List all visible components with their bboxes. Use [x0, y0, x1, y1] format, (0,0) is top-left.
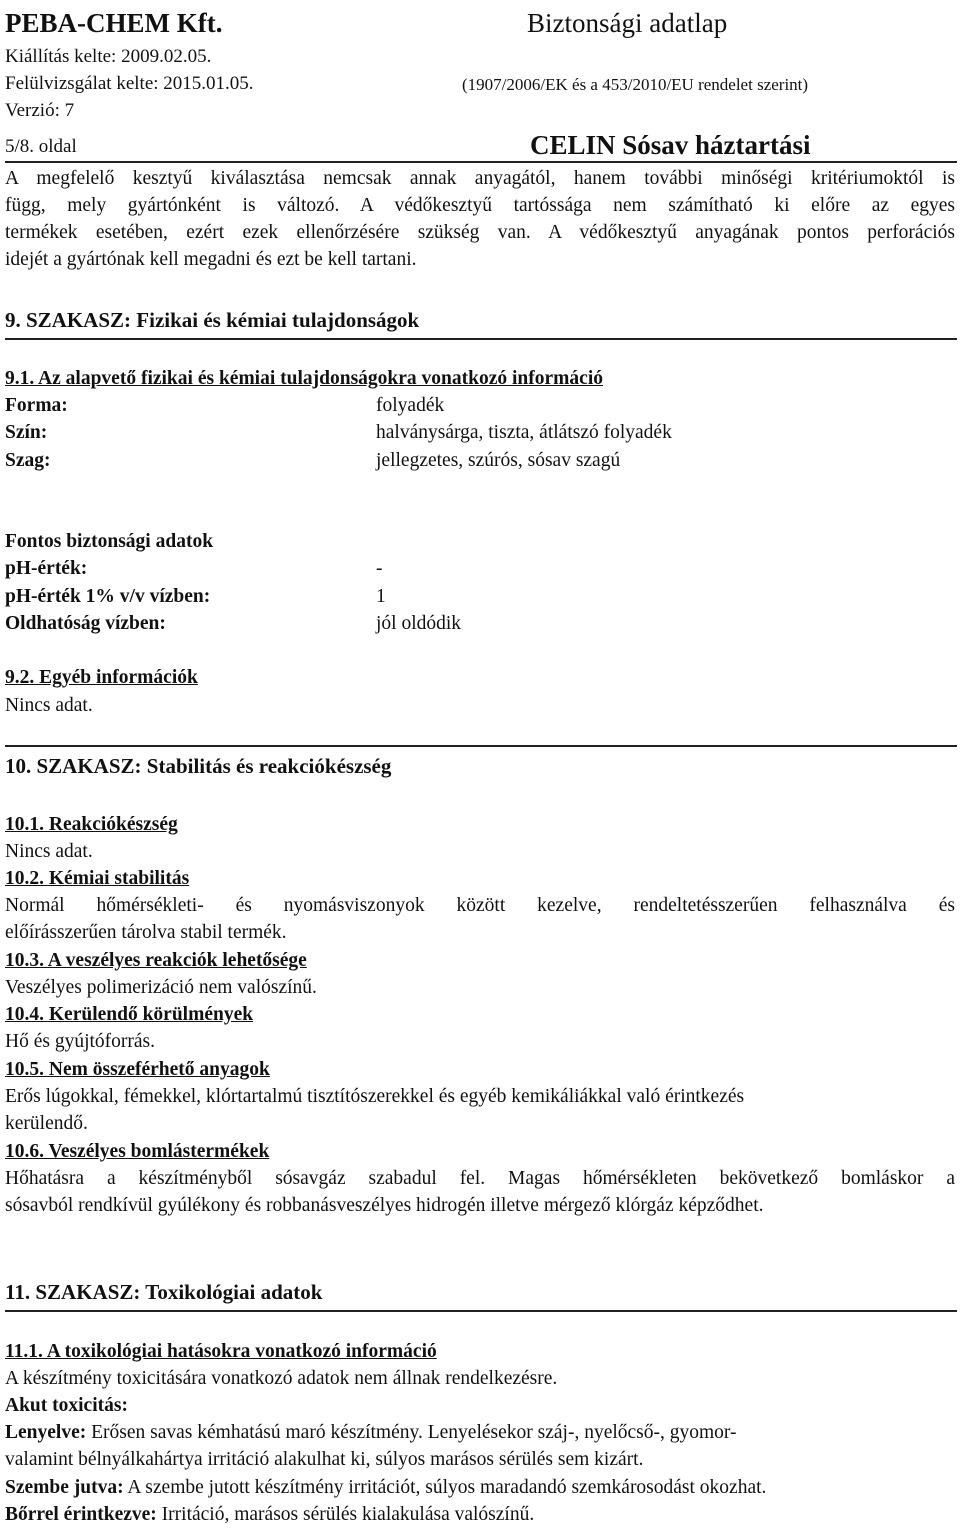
- acute-toxicity-heading: Akut toxicitás:: [5, 1395, 128, 1416]
- section-11-1-text: A készítmény toxicitására vonatkozó adatok nem állnak rendelkezésre.: [5, 1368, 558, 1389]
- prop-label-szin: Szín:: [5, 422, 48, 443]
- page-number: 5/8. oldal: [5, 136, 77, 157]
- section-10-4-text: Hő és gyújtóforrás.: [5, 1031, 156, 1052]
- intro-line-4: idejét a gyártónak kell megadni és ezt be kell tartani.: [5, 249, 417, 270]
- safety-value-ph: -: [376, 558, 383, 579]
- eye-contact-text: A szembe jutott készítmény irritációt, súlyos maradandó szemkárosodást okozhat.: [123, 1477, 767, 1498]
- prop-value-forma: folyadék: [376, 395, 445, 416]
- safety-label-ph: pH-érték:: [5, 558, 88, 579]
- section-10-5-line-1: Erős lúgokkal, fémekkel, klórtartalmú tisztítószerekkel és egyéb kemikáliákkal való érintkezés: [5, 1086, 745, 1107]
- ingestion-line-2: valamint bélnyálkahártya irritáció alakulhat ki, súlyos marásos sérülés sem kizárt.: [5, 1449, 644, 1470]
- prop-label-forma: Forma:: [5, 395, 68, 416]
- prop-value-szag: jellegzetes, szúrós, sósav szagú: [376, 450, 621, 471]
- ingestion-line-1: [5, 1419, 737, 1446]
- safety-value-solubility: jól oldódik: [376, 613, 462, 634]
- section-11-1-heading: 11.1. A toxikológiai hatásokra vonatkozó információ: [5, 1341, 437, 1362]
- intro-line-1: A megfelelő kesztyű kiválasztása nemcsak annak anyagától, hanem további minőségi kritériumoktól is: [5, 168, 955, 189]
- section-9-2-heading: 9.2. Egyéb információk: [5, 667, 198, 688]
- product-name: CELIN Sósav háztartási: [530, 130, 811, 160]
- skin-contact-label: Bőrrel érintkezve:: [5, 1504, 157, 1525]
- section-9-rule: [5, 338, 957, 340]
- eye-contact-label: Szembe jutva:: [5, 1477, 124, 1498]
- section-10-6-heading: 10.6. Veszélyes bomlástermékek: [5, 1141, 270, 1162]
- ingestion-label: Lenyelve:: [5, 1422, 87, 1443]
- intro-line-3: termékek esetében, ezért ezek ellenőrzésére szükség van. A védőkesztyű anyagának pontos perforációs: [5, 222, 955, 243]
- section-10-2-line-2: előírásszerűen tárolva stabil termék.: [5, 922, 287, 943]
- section-10-1-heading: 10.1. Reakciókészség: [5, 814, 178, 835]
- safety-data-heading: Fontos biztonsági adatok: [5, 531, 214, 552]
- ingestion-text: Erősen savas kémhatású maró készítmény. Lenyelésekor száj-, nyelőcső-, gyomor-: [86, 1422, 737, 1443]
- prop-value-szin: halványsárga, tiszta, átlátszó folyadék: [376, 422, 672, 443]
- intro-line-2: függ, mely gyártónként is változó. A védőkesztyű tartóssága nem számítható ki előre az egyes: [5, 195, 955, 216]
- version: Verzió: 7: [5, 100, 75, 121]
- section-10-2-heading: 10.2. Kémiai stabilitás: [5, 868, 190, 889]
- company-name: PEBA-CHEM Kft.: [5, 8, 223, 38]
- issue-date: Kiállítás kelte: 2009.02.05.: [5, 46, 212, 67]
- skin-contact-line: [5, 1501, 534, 1528]
- section-10-2-line-1: Normál hőmérsékleti- és nyomásviszonyok között kezelve, rendeltetésszerűen felhasználva és: [5, 895, 955, 916]
- section-10-6-line-1: Hőhatásra a készítményből sósavgáz szabadul fel. Magas hőmérsékleten bekövetkező bomláskor a: [5, 1168, 955, 1189]
- skin-contact-text: Irritáció, marásos sérülés kialakulása valószínű.: [156, 1504, 535, 1525]
- regulation-note: (1907/2006/EK és a 453/2010/EU rendelet szerint): [462, 75, 809, 94]
- revision-date: Felülvizsgálat kelte: 2015.01.05.: [5, 73, 254, 94]
- section-9-2-text: Nincs adat.: [5, 695, 93, 716]
- eye-contact-line: [5, 1474, 766, 1501]
- section-10-1-text: Nincs adat.: [5, 841, 93, 862]
- section-9-1-heading: 9.1. Az alapvető fizikai és kémiai tulajdonságokra vonatkozó információ: [5, 368, 603, 389]
- document-title: Biztonsági adatlap: [527, 8, 728, 38]
- section-10-5-line-2: kerülendő.: [5, 1113, 88, 1134]
- section-9-title: 9. SZAKASZ: Fizikai és kémiai tulajdonságok: [5, 308, 420, 332]
- safety-label-ph-1pct: pH-érték 1% v/v vízben:: [5, 586, 211, 607]
- safety-value-ph-1pct: 1: [376, 586, 386, 607]
- section-10-3-text: Veszélyes polimerizáció nem valószínű.: [5, 977, 317, 998]
- section-10-6-line-2: sósavból rendkívül gyúlékony és robbanásveszélyes hidrogén illetve mérgező klórgáz képződhet.: [5, 1195, 764, 1216]
- safety-label-solubility: Oldhatóság vízben:: [5, 613, 166, 634]
- prop-label-szag: Szag:: [5, 450, 51, 471]
- section-11-title: 11. SZAKASZ: Toxikológiai adatok: [5, 1280, 323, 1304]
- section-10-3-heading: 10.3. A veszélyes reakciók lehetősége: [5, 950, 307, 971]
- section-10-5-heading: 10.5. Nem összeférhető anyagok: [5, 1059, 270, 1080]
- section-10-top-rule: [5, 745, 957, 747]
- header-divider: [5, 161, 957, 163]
- section-10-4-heading: 10.4. Kerülendő körülmények: [5, 1004, 254, 1025]
- section-11-rule: [5, 1310, 957, 1312]
- section-10-title: 10. SZAKASZ: Stabilitás és reakciókészség: [5, 754, 392, 778]
